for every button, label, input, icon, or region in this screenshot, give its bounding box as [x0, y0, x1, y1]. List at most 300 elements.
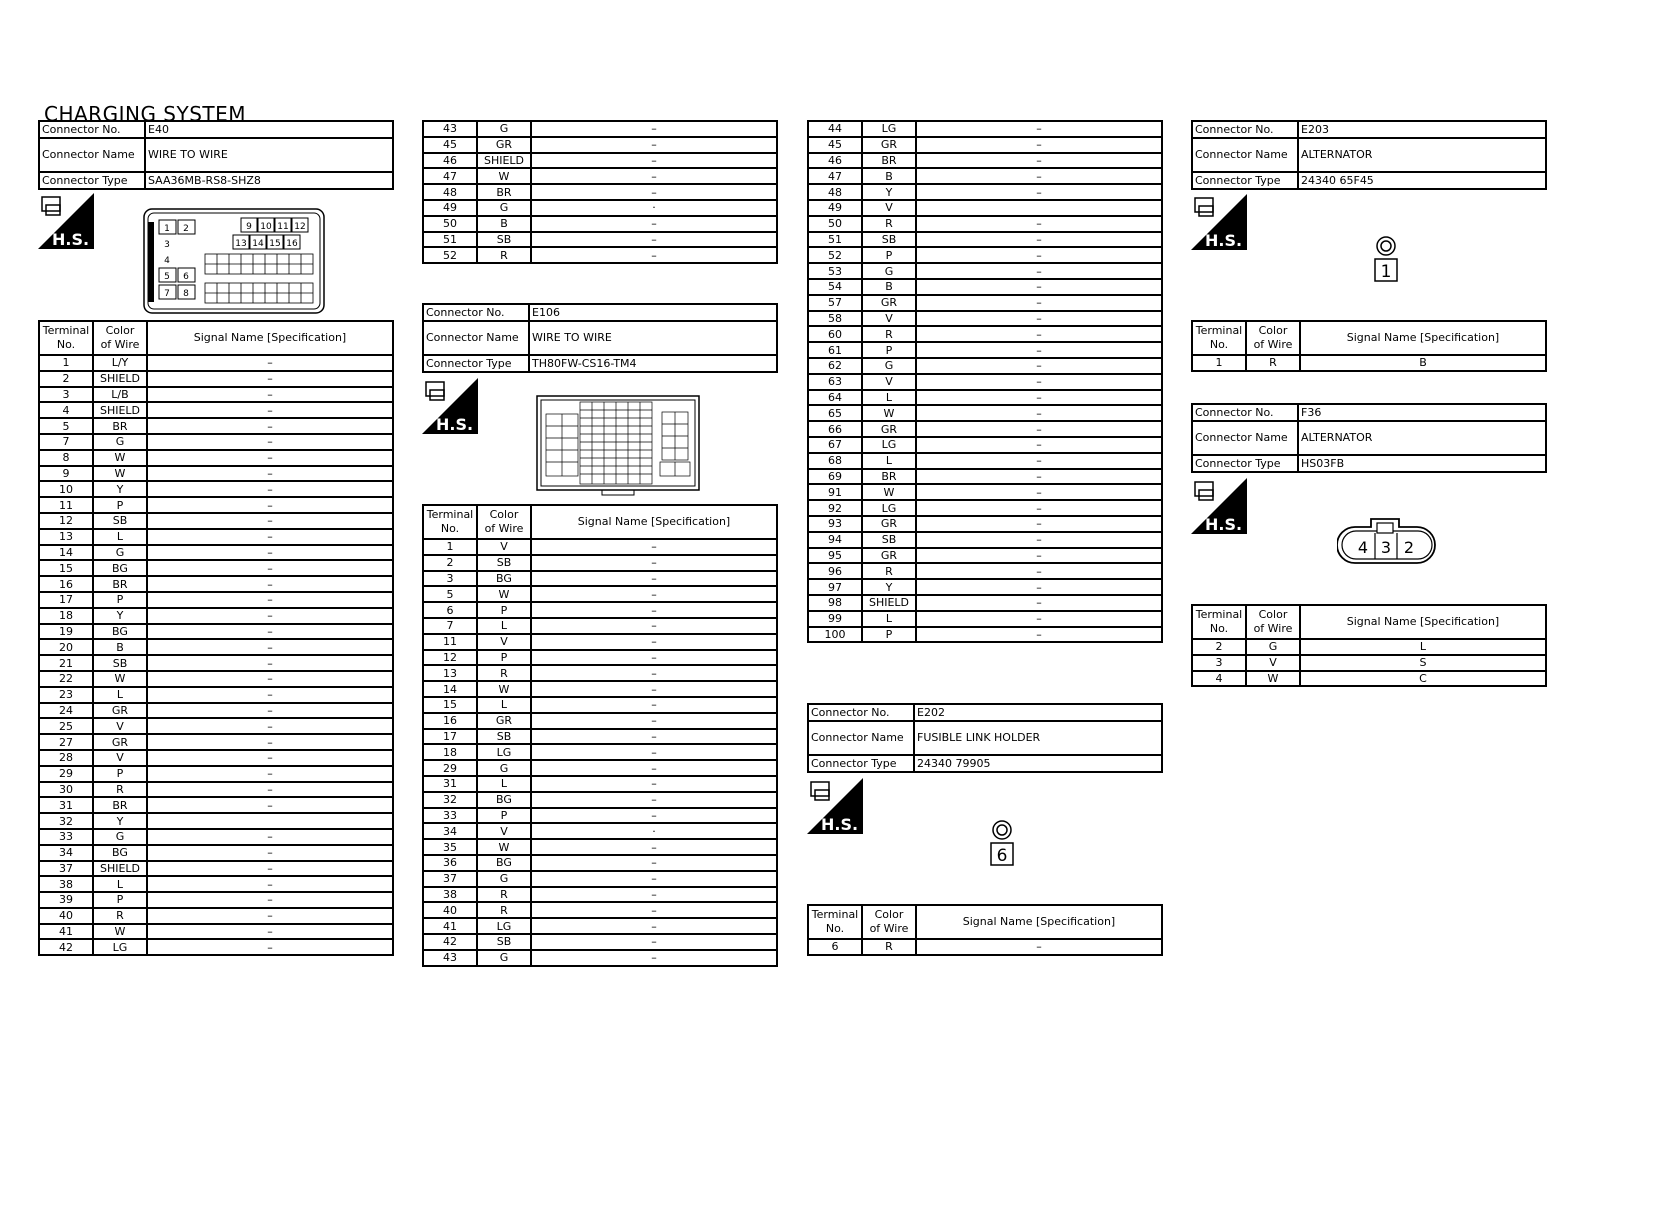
table-row — [39, 797, 393, 813]
terminal-no-cell: 38 — [39, 876, 93, 892]
wire-color-cell: GR — [862, 548, 916, 564]
wire-color-cell: BG — [477, 571, 531, 587]
connector-name-value: ALTERNATOR — [1298, 421, 1546, 455]
wire-color-cell: L — [93, 876, 147, 892]
table-row — [39, 813, 393, 829]
table-row — [423, 934, 777, 950]
table-row — [39, 371, 393, 387]
terminal-no-cell: 8 — [39, 450, 93, 466]
table-row — [39, 450, 393, 466]
table-row — [39, 655, 393, 671]
connector-no-label: Connector No. — [808, 704, 914, 721]
signal-name-cell: – — [531, 681, 777, 697]
terminal-no-cell: 28 — [39, 750, 93, 766]
wire-color-cell: L — [862, 611, 916, 627]
terminal-no-cell: 31 — [423, 776, 477, 792]
connector-type-value: HS03FB — [1298, 455, 1546, 472]
signal-name-cell: – — [531, 618, 777, 634]
signal-name-cell: – — [916, 405, 1162, 421]
terminal-no-cell: 14 — [39, 545, 93, 561]
signal-name-cell: – — [916, 563, 1162, 579]
signal-name-header: Signal Name [Specification] — [1300, 321, 1546, 355]
e40-pin-label: 6 — [183, 272, 189, 282]
signal-name-cell: – — [916, 374, 1162, 390]
signal-name-cell: – — [531, 950, 777, 966]
wire-color-cell: G — [93, 545, 147, 561]
table-row — [39, 876, 393, 892]
wire-color-cell: SHIELD — [93, 402, 147, 418]
signal-name-cell: – — [531, 744, 777, 760]
signal-name-cell: – — [147, 497, 393, 513]
color-of-wire-header: Color of Wire — [93, 321, 147, 355]
terminal-no-cell: 34 — [423, 823, 477, 839]
terminal-no-cell: 93 — [808, 516, 862, 532]
signal-name-cell: – — [531, 760, 777, 776]
terminal-no-cell: 34 — [39, 845, 93, 861]
terminal-no-cell: 18 — [39, 608, 93, 624]
wire-color-cell: R — [93, 782, 147, 798]
terminal-no-cell: 92 — [808, 500, 862, 516]
signal-name-cell: – — [916, 184, 1162, 200]
e202-pin-label: 6 — [996, 846, 1008, 866]
table-row — [808, 500, 1162, 516]
signal-name-cell: – — [147, 355, 393, 371]
connector-info-e106 — [422, 303, 778, 373]
connector-name-label: Connector Name — [423, 321, 529, 355]
table-row — [1192, 671, 1546, 687]
table-row — [808, 247, 1162, 263]
e40-pin-label: 1 — [164, 224, 170, 234]
wire-color-cell: SB — [477, 555, 531, 571]
terminal-no-cell: 36 — [423, 855, 477, 871]
wire-color-cell: BG — [477, 855, 531, 871]
hs-label: H.S. — [436, 415, 474, 434]
terminal-no-cell: 64 — [808, 390, 862, 406]
terminal-no-cell: 58 — [808, 311, 862, 327]
signal-name-cell: – — [531, 168, 777, 184]
terminal-no-cell: 12 — [423, 650, 477, 666]
terminal-no-cell: 41 — [39, 924, 93, 940]
wire-color-cell: R — [1246, 355, 1300, 371]
signal-name-cell: – — [147, 434, 393, 450]
wire-color-cell: V — [477, 823, 531, 839]
wire-color-cell: P — [93, 766, 147, 782]
terminal-no-header: Terminal No. — [1192, 321, 1246, 355]
wire-color-cell: R — [862, 326, 916, 342]
terminal-no-header: Terminal No. — [423, 505, 477, 539]
wire-color-cell: W — [93, 466, 147, 482]
table-row — [39, 418, 393, 434]
terminal-no-cell: 6 — [423, 602, 477, 618]
wire-color-cell: SHIELD — [93, 861, 147, 877]
table-row — [808, 453, 1162, 469]
terminal-no-cell: 44 — [808, 121, 862, 137]
terminal-no-cell: 37 — [39, 861, 93, 877]
connector-no-value: F36 — [1298, 404, 1546, 421]
signal-name-cell: – — [531, 650, 777, 666]
wire-color-cell: BR — [862, 469, 916, 485]
wire-color-cell: G — [862, 358, 916, 374]
table-row — [39, 829, 393, 845]
table-row — [39, 750, 393, 766]
signal-name-cell: – — [531, 792, 777, 808]
wire-color-cell: B — [862, 168, 916, 184]
signal-name-cell: – — [916, 247, 1162, 263]
connector-no-label: Connector No. — [423, 304, 529, 321]
wire-color-cell: V — [1246, 655, 1300, 671]
wire-color-cell: R — [862, 216, 916, 232]
terminal-no-cell: 91 — [808, 484, 862, 500]
terminal-no-header: Terminal No. — [39, 321, 93, 355]
terminal-no-cell: 98 — [808, 595, 862, 611]
e40-pin-label: 4 — [164, 256, 170, 266]
table-row — [39, 481, 393, 497]
terminal-no-cell: 40 — [39, 908, 93, 924]
wire-color-cell: LG — [862, 437, 916, 453]
wire-color-cell: B — [862, 279, 916, 295]
table-row — [808, 532, 1162, 548]
signal-name-cell — [916, 200, 1162, 216]
table-row — [423, 586, 777, 602]
terminal-no-cell: 33 — [423, 808, 477, 824]
terminal-no-cell: 27 — [39, 734, 93, 750]
signal-name-cell: – — [916, 153, 1162, 169]
signal-name-cell: – — [531, 665, 777, 681]
signal-name-cell: – — [916, 579, 1162, 595]
wire-color-cell: BR — [93, 797, 147, 813]
table-row — [39, 892, 393, 908]
table-row — [423, 665, 777, 681]
table-row — [423, 808, 777, 824]
terminal-no-cell: 18 — [423, 744, 477, 760]
wire-color-cell: R — [93, 908, 147, 924]
terminal-no-cell: 99 — [808, 611, 862, 627]
wire-color-cell: LG — [862, 121, 916, 137]
signal-name-cell: – — [531, 184, 777, 200]
wire-color-cell: B — [477, 216, 531, 232]
table-row — [39, 466, 393, 482]
e202-terminal-diagram — [988, 820, 1016, 870]
terminal-no-cell: 9 — [39, 466, 93, 482]
table-row — [808, 390, 1162, 406]
wire-color-cell: BG — [93, 624, 147, 640]
table-row — [808, 121, 1162, 137]
e40-pin-label: 11 — [277, 222, 289, 232]
connector-type-label: Connector Type — [39, 172, 145, 189]
signal-name-cell: – — [147, 718, 393, 734]
terminal-table-e40 — [38, 320, 394, 956]
wire-color-cell: L — [477, 697, 531, 713]
terminal-no-cell: 42 — [423, 934, 477, 950]
signal-name-cell: – — [147, 481, 393, 497]
terminal-no-cell: 20 — [39, 639, 93, 655]
terminal-no-cell: 37 — [423, 871, 477, 887]
e40-pin-label: 7 — [164, 289, 170, 299]
wire-color-cell: P — [862, 627, 916, 643]
signal-name-cell: B — [1300, 355, 1546, 371]
terminal-no-header: Terminal No. — [808, 905, 862, 939]
wire-color-cell: W — [477, 839, 531, 855]
table-row — [808, 168, 1162, 184]
table-row — [423, 216, 777, 232]
connector-name-label: Connector Name — [1192, 138, 1298, 172]
wire-color-cell: W — [862, 405, 916, 421]
terminal-no-cell: 1 — [423, 539, 477, 555]
wire-color-cell: W — [93, 450, 147, 466]
signal-name-cell: – — [916, 437, 1162, 453]
table-row — [423, 168, 777, 184]
signal-name-cell: – — [531, 808, 777, 824]
terminal-no-cell: 16 — [39, 576, 93, 592]
table-row — [39, 434, 393, 450]
signal-name-cell: – — [531, 586, 777, 602]
wire-color-cell: G — [1246, 639, 1300, 655]
signal-name-cell: – — [916, 216, 1162, 232]
connector-no-label: Connector No. — [39, 121, 145, 138]
wire-color-cell: G — [477, 200, 531, 216]
color-of-wire-header: Color of Wire — [477, 505, 531, 539]
signal-name-cell: – — [916, 263, 1162, 279]
wire-color-cell: SB — [862, 232, 916, 248]
table-row — [423, 184, 777, 200]
terminal-no-cell: 16 — [423, 713, 477, 729]
signal-name-cell: – — [147, 560, 393, 576]
signal-name-cell: – — [916, 121, 1162, 137]
e40-pin-label: 14 — [252, 239, 264, 249]
wire-color-cell: W — [477, 586, 531, 602]
connector-no-value: E202 — [914, 704, 1162, 721]
table-row — [808, 579, 1162, 595]
terminal-no-cell: 25 — [39, 718, 93, 734]
table-row — [808, 469, 1162, 485]
connector-no-value: E40 — [145, 121, 393, 138]
table-row — [423, 634, 777, 650]
signal-name-cell: – — [147, 876, 393, 892]
wire-color-cell: G — [477, 760, 531, 776]
wire-color-cell: G — [93, 434, 147, 450]
wire-color-cell: P — [93, 592, 147, 608]
table-row — [423, 697, 777, 713]
terminal-no-cell: 45 — [808, 137, 862, 153]
wire-color-cell: V — [93, 750, 147, 766]
connector-no-label: Connector No. — [1192, 404, 1298, 421]
terminal-no-cell: 33 — [39, 829, 93, 845]
table-row — [423, 618, 777, 634]
table-row — [39, 529, 393, 545]
terminal-no-cell: 4 — [39, 402, 93, 418]
terminal-no-cell: 2 — [423, 555, 477, 571]
table-row — [423, 744, 777, 760]
connector-name-label: Connector Name — [808, 721, 914, 755]
table-row — [808, 484, 1162, 500]
signal-name-cell: – — [916, 342, 1162, 358]
terminal-no-cell: 3 — [423, 571, 477, 587]
wire-color-cell: P — [477, 650, 531, 666]
terminal-no-cell: 14 — [423, 681, 477, 697]
signal-name-cell: – — [147, 466, 393, 482]
connector-type-label: Connector Type — [808, 755, 914, 772]
wire-color-cell: GR — [862, 137, 916, 153]
wire-color-cell: GR — [477, 713, 531, 729]
table-row — [808, 939, 1162, 955]
table-row — [808, 595, 1162, 611]
signal-name-cell: L — [1300, 639, 1546, 655]
table-row — [808, 232, 1162, 248]
wire-color-cell: P — [477, 602, 531, 618]
table-row — [1192, 639, 1546, 655]
signal-name-cell: – — [916, 168, 1162, 184]
terminal-no-cell: 60 — [808, 326, 862, 342]
wire-color-cell: SB — [477, 232, 531, 248]
terminal-table-e40-continued — [422, 120, 778, 264]
wire-color-cell: W — [93, 924, 147, 940]
table-row — [808, 184, 1162, 200]
signal-name-cell: – — [147, 829, 393, 845]
signal-name-cell: – — [147, 766, 393, 782]
wire-color-cell: P — [93, 892, 147, 908]
table-row — [423, 153, 777, 169]
connector-type-value: 24340 79905 — [914, 755, 1162, 772]
signal-name-cell: – — [147, 513, 393, 529]
table-row — [1192, 355, 1546, 371]
signal-name-cell: – — [531, 216, 777, 232]
signal-name-cell: – — [916, 453, 1162, 469]
table-row — [808, 342, 1162, 358]
connector-name-value: WIRE TO WIRE — [529, 321, 777, 355]
wire-color-cell: R — [862, 939, 916, 955]
terminal-no-cell: 51 — [423, 232, 477, 248]
terminal-no-cell: 24 — [39, 703, 93, 719]
terminal-no-cell: 48 — [423, 184, 477, 200]
signal-name-cell: – — [531, 602, 777, 618]
table-row — [39, 497, 393, 513]
table-row — [808, 611, 1162, 627]
hs-label: H.S. — [1205, 515, 1243, 534]
table-row — [808, 516, 1162, 532]
table-row — [39, 718, 393, 734]
signal-name-cell: – — [147, 418, 393, 434]
f36-pin-label: 2 — [1403, 538, 1415, 557]
signal-name-cell: – — [916, 500, 1162, 516]
connector-info-e202 — [807, 703, 1163, 773]
terminal-no-cell: 100 — [808, 627, 862, 643]
signal-name-cell: – — [531, 729, 777, 745]
table-row — [423, 539, 777, 555]
table-row — [423, 137, 777, 153]
wire-color-cell: SHIELD — [862, 595, 916, 611]
connector-type-label: Connector Type — [423, 355, 529, 372]
wire-color-cell: LG — [862, 500, 916, 516]
table-row — [423, 776, 777, 792]
table-row — [423, 902, 777, 918]
terminal-no-cell: 29 — [423, 760, 477, 776]
connector-name-label: Connector Name — [1192, 421, 1298, 455]
terminal-no-cell: 2 — [1192, 639, 1246, 655]
e40-pin-label: 2 — [183, 224, 189, 234]
e40-pin-label: 5 — [164, 272, 170, 282]
terminal-no-cell: 30 — [39, 782, 93, 798]
terminal-no-cell: 46 — [423, 153, 477, 169]
table-row — [39, 560, 393, 576]
hs-label: H.S. — [821, 815, 859, 834]
signal-name-cell: – — [147, 892, 393, 908]
f36-pin-label: 3 — [1380, 538, 1392, 557]
signal-name-cell: – — [916, 532, 1162, 548]
connector-name-label: Connector Name — [39, 138, 145, 172]
terminal-no-cell: 54 — [808, 279, 862, 295]
wire-color-cell: R — [477, 665, 531, 681]
terminal-no-cell: 94 — [808, 532, 862, 548]
table-row — [39, 576, 393, 592]
signal-name-cell: – — [531, 232, 777, 248]
signal-name-cell: – — [147, 671, 393, 687]
table-row — [808, 627, 1162, 643]
terminal-no-cell: 21 — [39, 655, 93, 671]
wire-color-cell: V — [477, 539, 531, 555]
terminal-no-cell: 15 — [423, 697, 477, 713]
table-row — [423, 792, 777, 808]
terminal-no-cell: 3 — [1192, 655, 1246, 671]
e40-pin-label: 13 — [235, 239, 247, 249]
terminal-no-cell: 97 — [808, 579, 862, 595]
wire-color-cell: L — [862, 390, 916, 406]
signal-name-cell: – — [147, 639, 393, 655]
terminal-no-cell: 96 — [808, 563, 862, 579]
table-row — [39, 402, 393, 418]
terminal-table-e106-continued — [807, 120, 1163, 643]
terminal-no-cell: 4 — [1192, 671, 1246, 687]
terminal-no-header: Terminal No. — [1192, 605, 1246, 639]
wire-color-cell: L — [477, 618, 531, 634]
wire-color-cell: GR — [93, 734, 147, 750]
signal-name-cell: – — [916, 295, 1162, 311]
hs-connector-icon — [807, 778, 863, 834]
signal-name-cell: C — [1300, 671, 1546, 687]
terminal-no-cell: 49 — [423, 200, 477, 216]
f36-connector-face-diagram — [1337, 515, 1437, 567]
table-row — [808, 421, 1162, 437]
terminal-no-cell: 22 — [39, 671, 93, 687]
terminal-no-cell: 51 — [808, 232, 862, 248]
signal-name-cell: – — [916, 595, 1162, 611]
table-row — [39, 592, 393, 608]
e40-pin-label: 12 — [294, 222, 306, 232]
signal-name-cell: – — [147, 908, 393, 924]
page-title: CHARGING SYSTEM — [44, 102, 247, 126]
signal-name-cell: – — [147, 655, 393, 671]
wire-color-cell: BR — [93, 576, 147, 592]
wire-color-cell: BG — [93, 560, 147, 576]
table-row — [423, 121, 777, 137]
wire-color-cell: GR — [862, 516, 916, 532]
wire-color-cell: B — [93, 639, 147, 655]
signal-name-cell: – — [147, 734, 393, 750]
table-row — [808, 216, 1162, 232]
terminal-no-cell: 13 — [423, 665, 477, 681]
terminal-no-cell: 1 — [1192, 355, 1246, 371]
table-row — [423, 602, 777, 618]
wire-color-cell: SHIELD — [93, 371, 147, 387]
table-row — [808, 563, 1162, 579]
signal-name-cell: – — [916, 326, 1162, 342]
wire-color-cell: SB — [862, 532, 916, 548]
signal-name-cell: – — [916, 548, 1162, 564]
terminal-no-cell: 45 — [423, 137, 477, 153]
wire-color-cell: W — [477, 168, 531, 184]
signal-name-header: Signal Name [Specification] — [531, 505, 777, 539]
terminal-no-cell: 19 — [39, 624, 93, 640]
signal-name-cell: – — [916, 311, 1162, 327]
